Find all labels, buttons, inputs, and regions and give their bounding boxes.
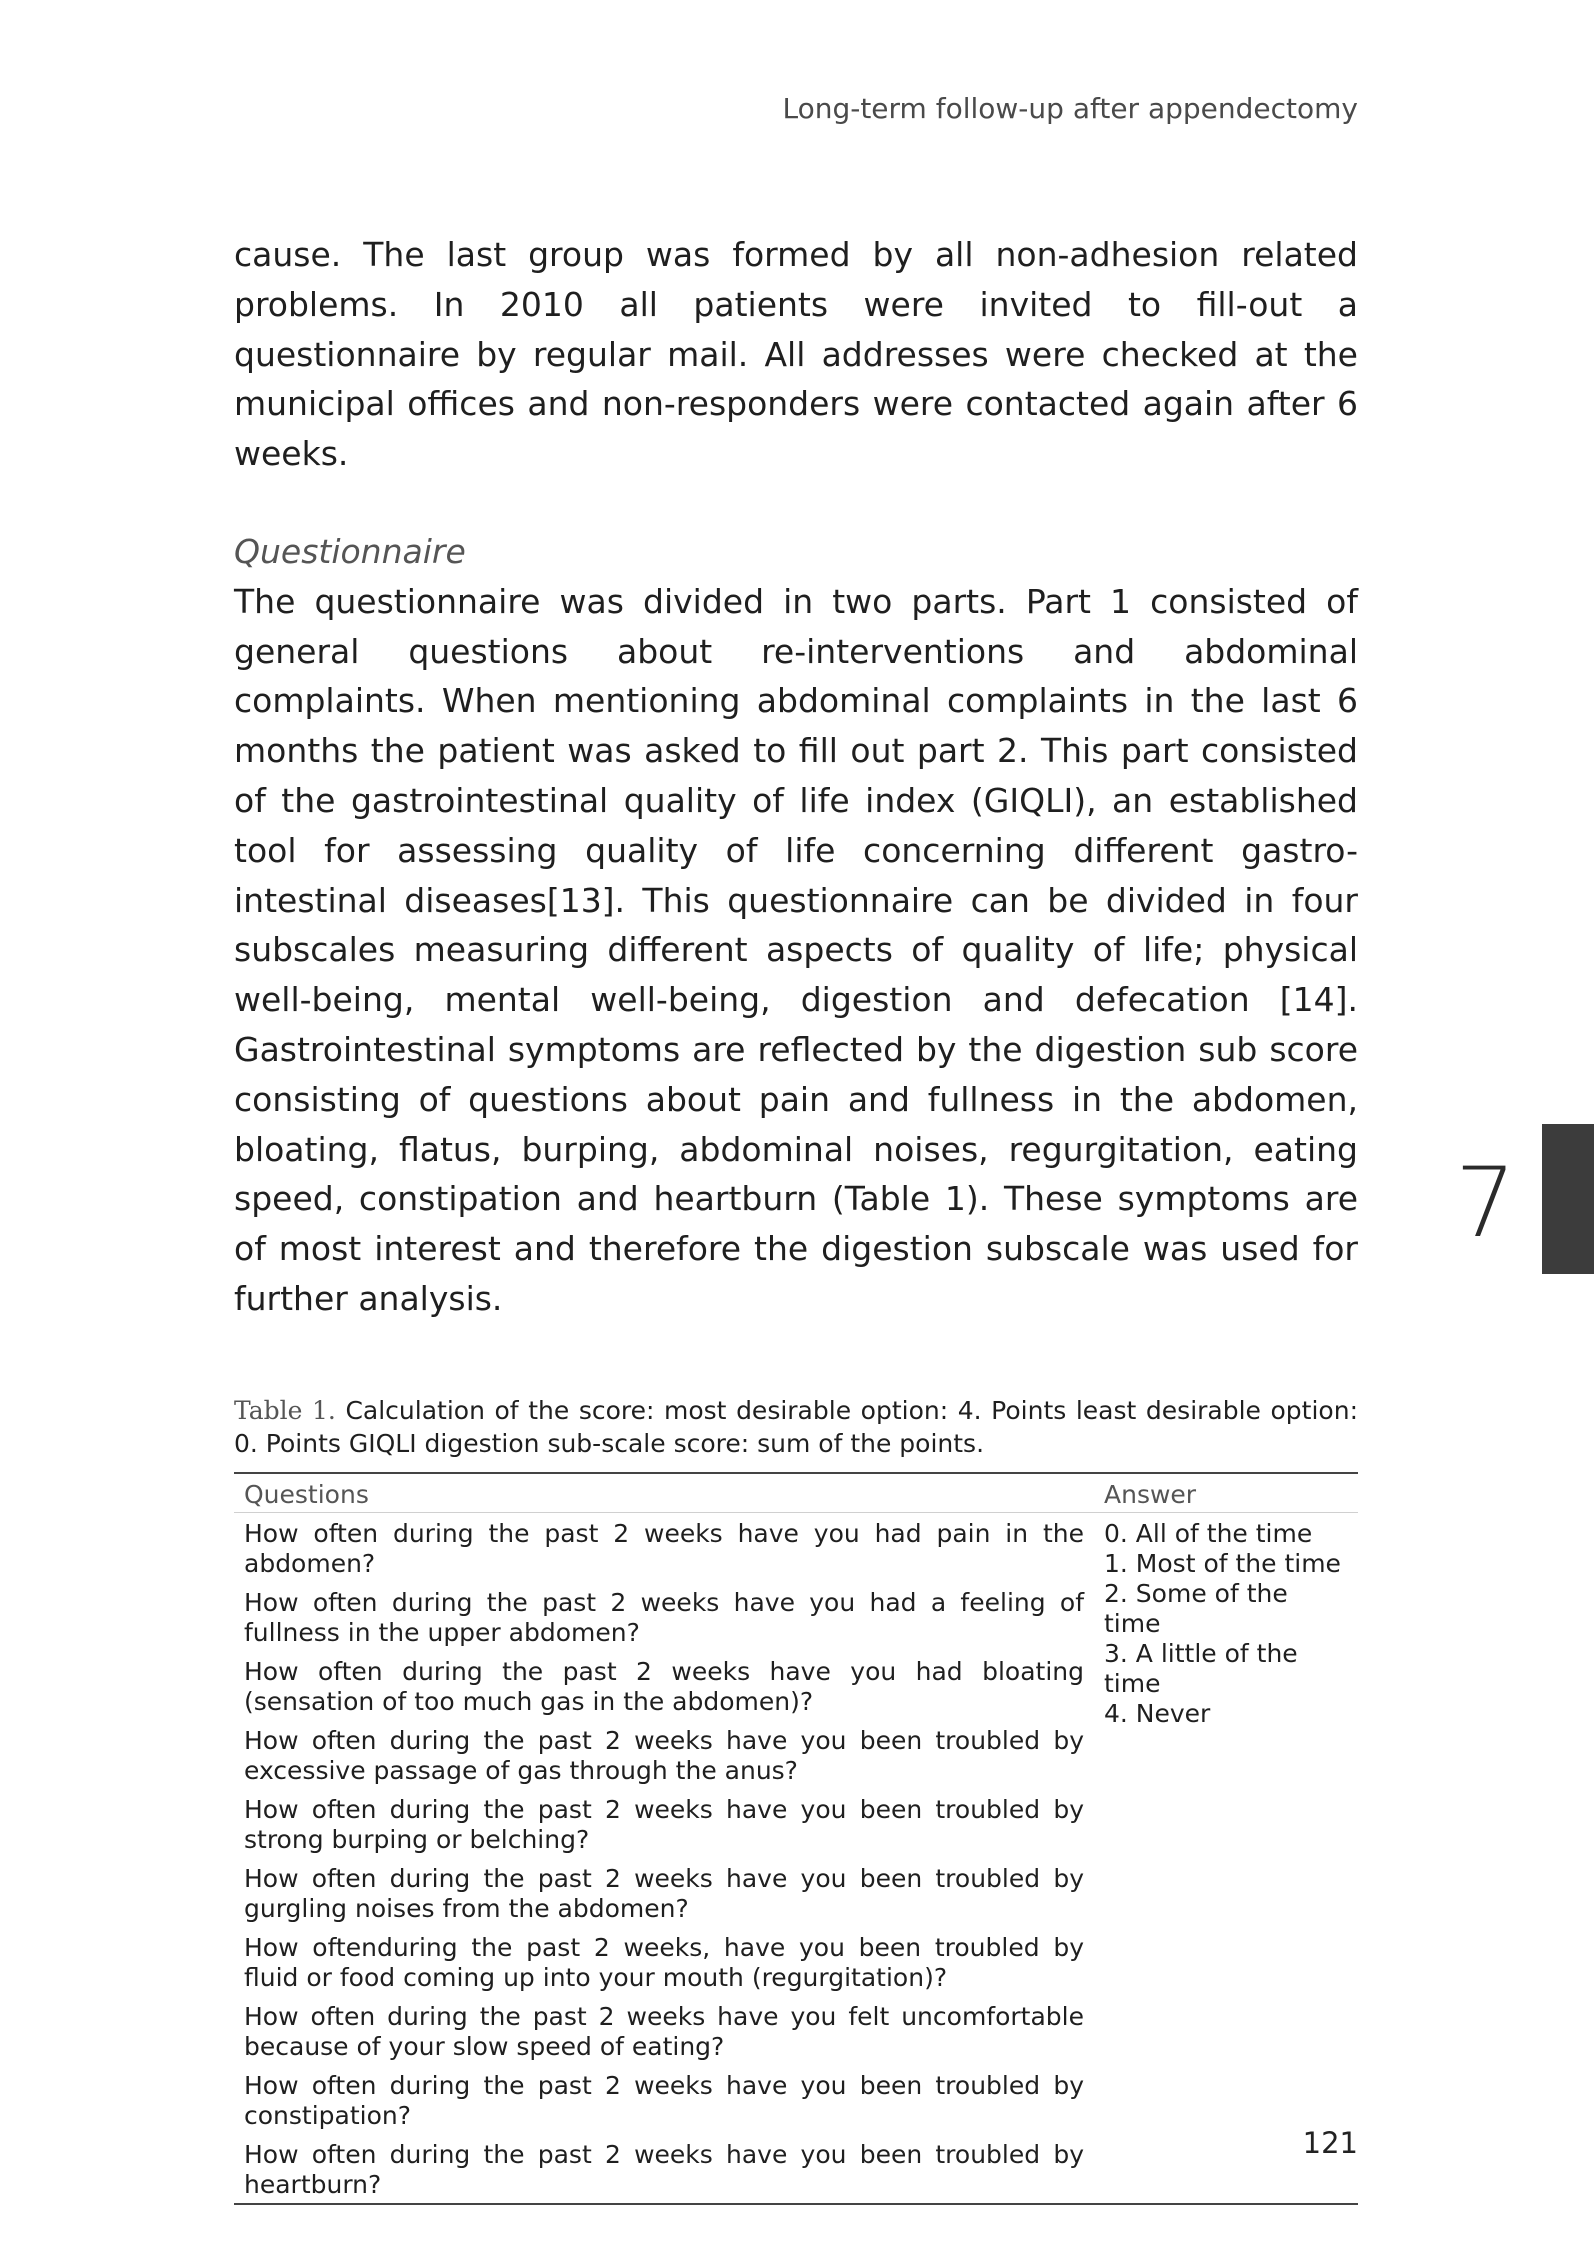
table-row xyxy=(234,1512,1358,1582)
question-cell: How often during the past 2 weeks have you been troubled by gurgling noises from the abdomen? xyxy=(244,1863,1084,1923)
answer-option: 0. All of the time xyxy=(1104,1518,1313,1548)
questions-column-header: Questions xyxy=(234,1473,1094,1513)
page-number: 121 xyxy=(1302,2126,1358,2160)
question-cell: How often during the past 2 weeks have you been troubled by heartburn? xyxy=(244,2139,1084,2199)
question-cell: How often during the past 2 weeks have you felt uncomfortable because of your slow speed of eating? xyxy=(244,2001,1084,2061)
question-cell: How often during the past 2 weeks have you had pain in the abdomen? xyxy=(244,1518,1084,1578)
section-heading-questionnaire: Questionnaire xyxy=(234,531,466,571)
question-cell: How often during the past 2 weeks have you had a feeling of fullness in the upper abdomen? xyxy=(244,1587,1084,1647)
question-cell: How often during the past 2 weeks have you been troubled by excessive passage of gas through the anus? xyxy=(244,1725,1084,1785)
running-header: Long-term follow-up after appendectomy xyxy=(782,92,1358,125)
table-caption xyxy=(234,1394,1358,1460)
question-cell: How often during the past 2 weeks have you had bloating (sensation of too much gas in the abdomen)? xyxy=(244,1656,1084,1716)
question-cell: How often during the past 2 weeks have you been troubled by strong burping or belching? xyxy=(244,1794,1084,1854)
answer-option: 4. Never xyxy=(1104,1698,1211,1728)
answer-options-cell xyxy=(1094,1512,1358,2204)
answer-column-header: Answer xyxy=(1094,1473,1358,1513)
giqli-digestion-table xyxy=(234,1472,1358,2205)
answer-option: 3. A little of the time xyxy=(1104,1638,1298,1698)
page-content xyxy=(234,230,1358,2205)
answer-options-list xyxy=(1104,1519,1348,1729)
question-cell: How oftenduring the past 2 weeks, have you been troubled by fluid or food coming up into your mouth (regurgitation)? xyxy=(244,1932,1084,1992)
chapter-number: 7 xyxy=(1455,1147,1517,1259)
answer-option: 2. Some of the time xyxy=(1104,1578,1288,1638)
chapter-thumb-tab xyxy=(1542,1124,1594,1274)
questionnaire-paragraph: The questionnaire was divided in two parts. Part 1 consisted of general questions about re-interventions and abdominal complaints. When mentioning abdominal complaints in the last 6 months the patient was asked to fill out part 2. This part consisted of the gastrointestinal quality of life index (GIQLI), an established tool for assessing quality of life concerning different gastro-intestinal diseases[13]. This questionnaire can be divided in four subscales measuring different aspects of quality of life; physical well-being, mental well-being, digestion and defecation [14]. Gastrointestinal symptoms are reflected by the digestion sub score consisting of questions about pain and fullness in the abdomen, bloating, flatus, burping, abdominal noises, regurgitation, eating speed, constipation and heartburn (Table 1). These symptoms are of most interest and therefore the digestion subscale was used for further analysis. xyxy=(234,581,1358,1318)
table-caption-text: Calculation of the score: most desirable option: 4. Points least desirable option: 0. Points GIQLI digestion sub-scale score: sum of the points. xyxy=(234,1395,1358,1458)
question-cell: How often during the past 2 weeks have you been troubled by constipation? xyxy=(244,2070,1084,2130)
table-caption-label: Table 1. xyxy=(234,1395,336,1425)
intro-paragraph: cause. The last group was formed by all non-adhesion related problems. In 2010 all patients were invited to fill-out a questionnaire by regular mail. All addresses were checked at the municipal offices and non-responders were contacted again after 6 weeks. xyxy=(234,235,1358,474)
answer-option: 1. Most of the time xyxy=(1104,1548,1341,1578)
table-header-row xyxy=(234,1473,1358,1513)
